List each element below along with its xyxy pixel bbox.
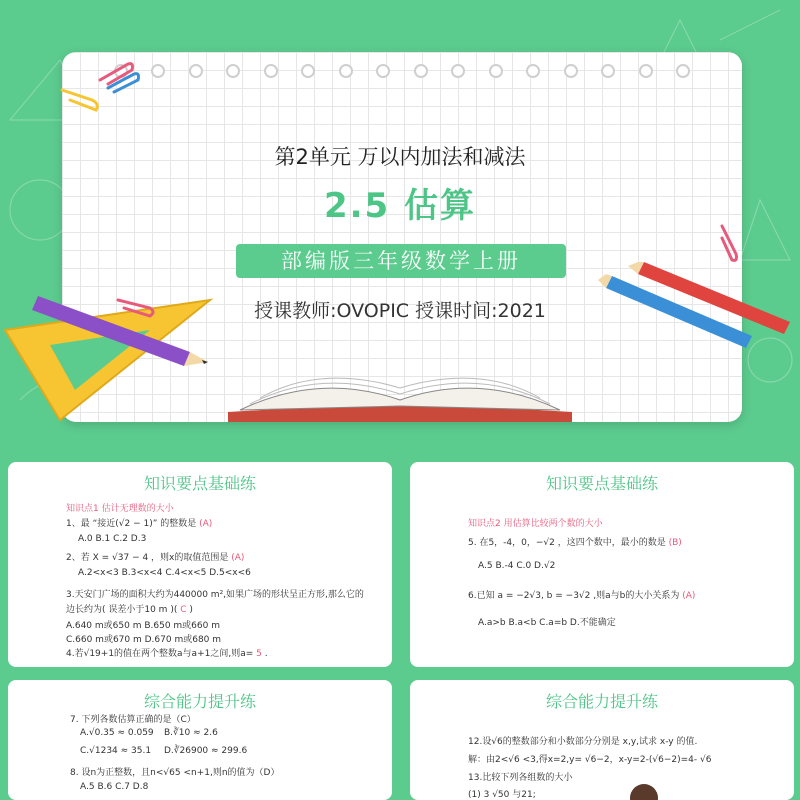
paper-clip-icon xyxy=(722,226,737,260)
cartoon-character-icon xyxy=(624,778,664,800)
question-12: 12.设√6的整数部分和小数部分分别是 x,y,试求 x-y 的值. xyxy=(468,737,698,747)
question-3-options-2: C.660 m或670 m D.670 m或680 m xyxy=(66,635,222,645)
question-5: 5. 在5，-4，0，−√2 ，这四个数中，最小的数是 (B) xyxy=(468,538,682,548)
knowledge-point: 知识点1 估计无理数的大小 xyxy=(66,504,174,514)
panel-title: 综合能力提升练 xyxy=(545,692,658,711)
question-7-option-d: D.∛26900 ≈ 299.6 xyxy=(164,746,248,756)
panel-title: 知识要点基础练 xyxy=(545,474,658,493)
practice-panel-1 xyxy=(8,462,392,667)
question-5-options: A.5 B.-4 C.0 D.√2 xyxy=(478,561,556,571)
question-8: 8. 设n为正整数，且n<√65 <n+1,则n的值为（D） xyxy=(70,768,280,778)
question-6-options: A.a>b B.a<b C.a=b D.不能确定 xyxy=(478,618,616,628)
question-8-options: A.5 B.6 C.7 D.8 xyxy=(80,782,149,792)
practice-panel-3 xyxy=(8,680,392,800)
question-3-line-1: 3.天安门广场的面积大约为440000 m²,如果广场的形状呈正方形,那么它的 xyxy=(66,590,364,600)
question-4: 4.若√19+1的值在两个整数a与a+1之间,则a= 5 . xyxy=(66,649,268,659)
open-book-icon xyxy=(228,378,572,422)
question-2: 2、若 X = √37 − 4 ，则x的取值范围是 (A) xyxy=(66,553,245,563)
panel-title: 知识要点基础练 xyxy=(143,474,256,493)
teacher-info: 授课教师:OVOPIC 授课时间:2021 xyxy=(254,300,546,322)
question-7-option-b: B.∛10 ≈ 2.6 xyxy=(164,728,218,738)
practice-panel-4 xyxy=(410,680,794,800)
question-3-line-2: 边长约为( 误差小于10 m )( C ) xyxy=(66,605,193,615)
question-1-options: A.0 B.1 C.2 D.3 xyxy=(78,534,147,544)
question-12-solution: 解：由2<√6 <3,得x=2,y= √6−2，x-y=2-(√6−2)=4- √6 xyxy=(468,755,712,765)
question-13: 13.比较下列各组数的大小 xyxy=(468,773,573,783)
knowledge-point: 知识点2 用估算比较两个数的大小 xyxy=(468,519,603,529)
question-7-option-a: A.√0.35 ≈ 0.059 xyxy=(80,728,154,738)
question-1: 1、最 “接近(√2 − 1)” 的整数是 (A) xyxy=(66,519,213,529)
question-6: 6.已知 a = −2√3, b = −3√2 ,则a与b的大小关系为 (A) xyxy=(468,591,696,601)
question-3-options-1: A.640 m或650 m B.650 m或660 m xyxy=(66,621,220,631)
lesson-title: 2.5 估算 xyxy=(323,186,477,226)
paper-clip-icon xyxy=(100,64,133,84)
question-7: 7. 下列各数估算正确的是（C） xyxy=(70,715,196,725)
practice-panel-2 xyxy=(410,462,794,667)
panel-title: 综合能力提升练 xyxy=(143,692,256,711)
question-13-part-1: (1) 3 √50 与21; xyxy=(468,790,536,800)
question-7-option-c: C.√1234 ≈ 35.1 xyxy=(80,746,152,756)
edition-banner: 部编版三年级数学上册 xyxy=(236,244,566,278)
unit-title: 第2单元 万以内加法和减法 xyxy=(274,145,526,169)
question-2-options: A.2<x<3 B.3<x<4 C.4<x<5 D.5<x<6 xyxy=(78,568,251,578)
paper-clip-icon xyxy=(62,90,97,110)
